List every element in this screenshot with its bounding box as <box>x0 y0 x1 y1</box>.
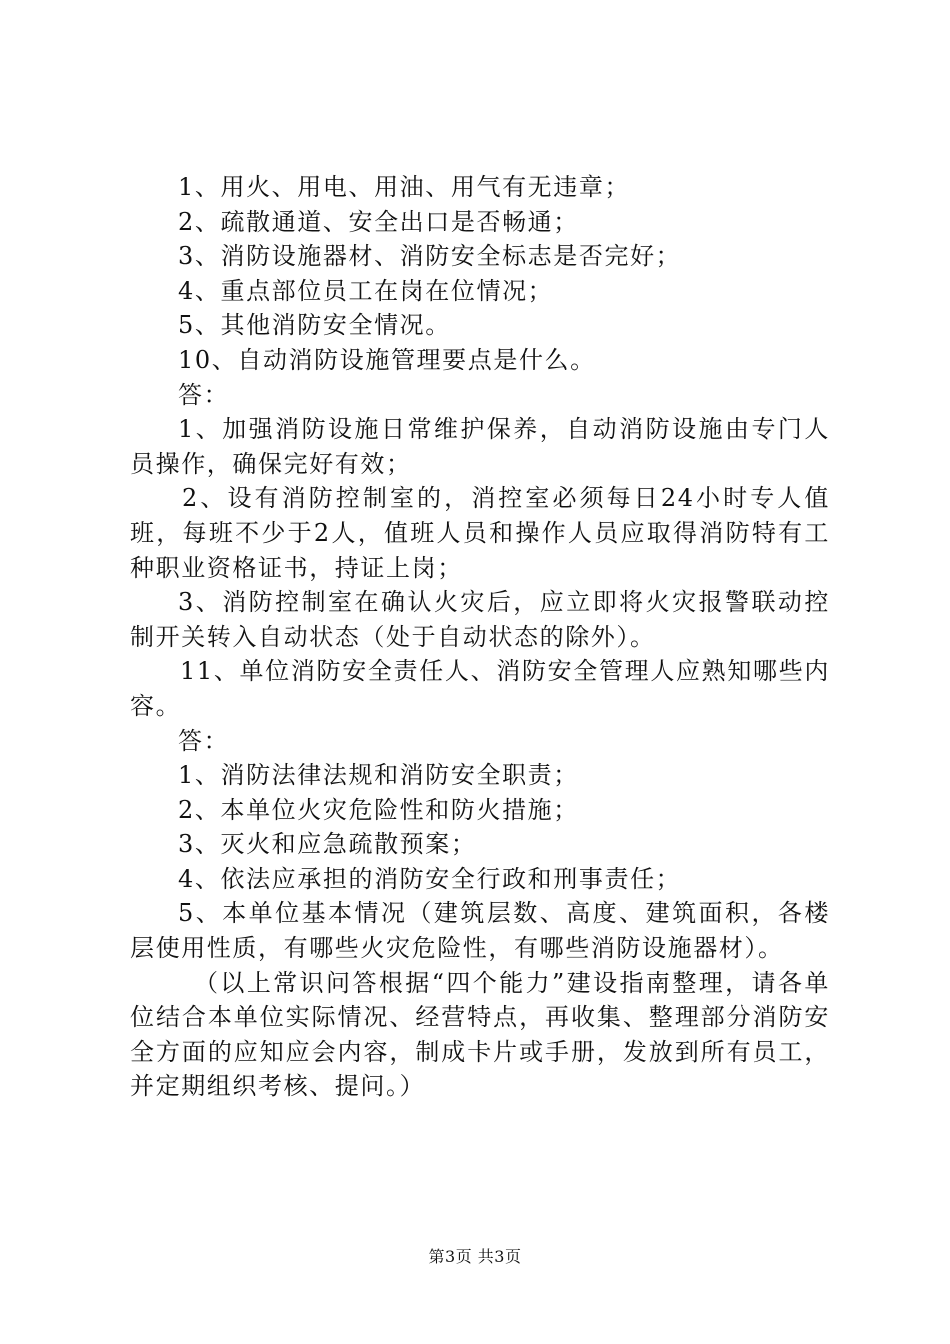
question-heading: 10、自动消防设施管理要点是什么。 <box>178 345 596 374</box>
paragraph: 1、加强消防设施日常维护保养，自动消防设施由专门人员操作，确保完好有效； <box>130 415 830 478</box>
paragraph: 2、疏散通道、安全出口是否畅通； <box>178 207 579 236</box>
paragraph: 4、依法应承担的消防安全行政和刑事责任； <box>178 864 682 893</box>
paragraph: 1、用火、用电、用油、用气有无违章； <box>178 173 631 201</box>
question-heading: 11、单位消防安全责任人、消防安全管理人应熟知哪些内容。 <box>130 657 830 720</box>
paragraph: 4、重点部位员工在岗在位情况； <box>178 276 554 305</box>
answer-label: 答： <box>178 380 230 409</box>
paragraph: 1、消防法律法规和消防安全职责； <box>178 761 579 790</box>
page-footer: 第3页 共3页 <box>428 1247 522 1266</box>
closing-note: （以上常识问答根据“四个能力”建设指南整理，请各单位结合本单位实际情况、经营特点，再收集、整理部分消防安全方面的应知应会内容，制成卡片或手册，发放到所有员工，并定期组织考核、提问。） <box>130 968 830 1101</box>
answer-label: 答： <box>178 726 230 755</box>
document-body <box>130 170 830 1104</box>
paragraph: 2、本单位火灾危险性和防火措施； <box>178 795 579 824</box>
paragraph: 5、本单位基本情况（建筑层数、高度、建筑面积，各楼层使用性质，有哪些火灾危险性，有哪些消防设施器材）。 <box>130 899 830 963</box>
paragraph: 5、其他消防安全情况。 <box>178 311 451 340</box>
paragraph: 3、灭火和应急疏散预案； <box>178 830 477 859</box>
paragraph: 2、设有消防控制室的，消控室必须每日24小时专人值班，每班不少于2人，值班人员和操作人员应取得消防特有工种职业资格证书，持证上岗； <box>130 484 830 582</box>
paragraph: 3、消防设施器材、消防安全标志是否完好； <box>178 242 682 271</box>
paragraph: 3、消防控制室在确认火灾后，应立即将火灾报警联动控制开关转入自动状态（处于自动状态的除外）。 <box>130 588 830 651</box>
